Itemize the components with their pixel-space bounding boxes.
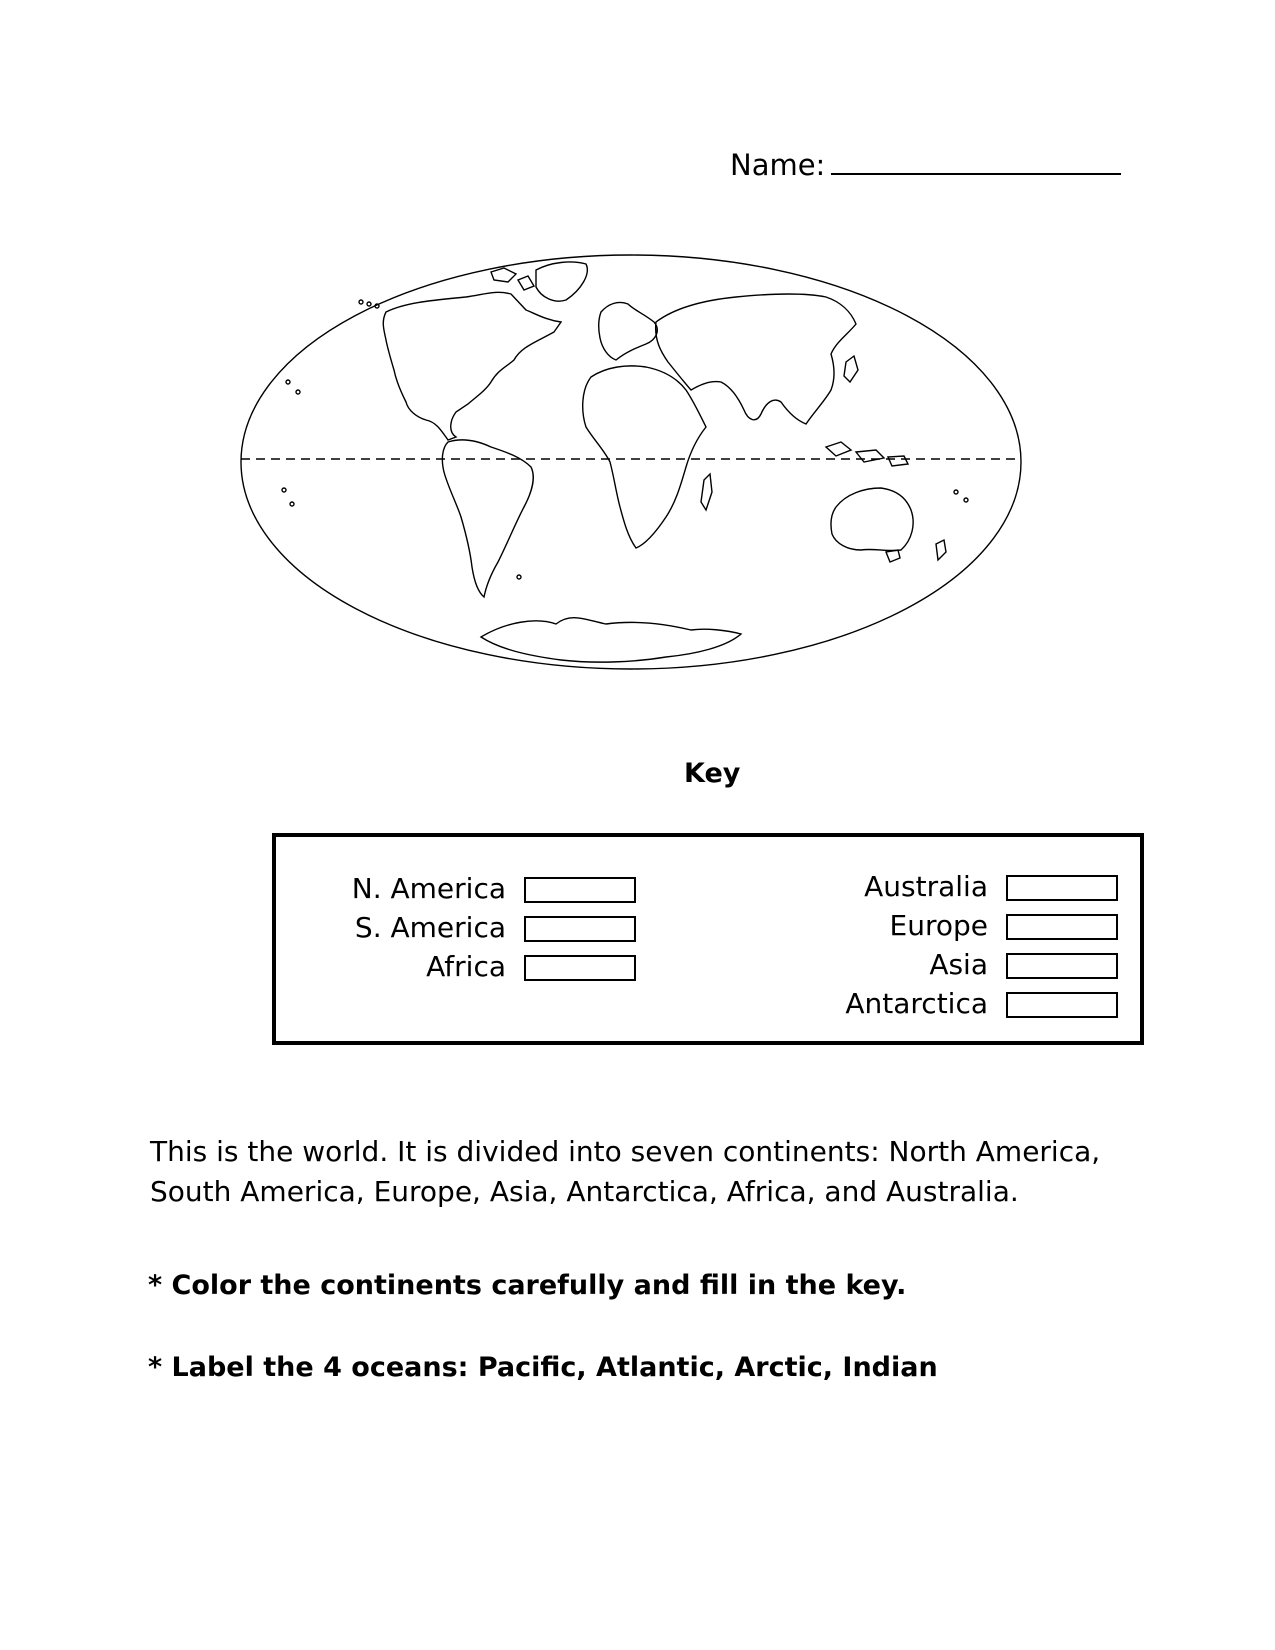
key-box: [272, 833, 1144, 1045]
name-field: [730, 148, 1121, 182]
africa-shape: [583, 366, 706, 548]
globe-outline: [241, 255, 1021, 669]
australia-shape: [831, 488, 913, 551]
instruction-color: * Color the continents carefully and fill in the key.: [148, 1270, 907, 1301]
europe-shape: [599, 302, 658, 360]
south-america-shape: [442, 440, 533, 597]
antarctica-shape: [481, 618, 741, 662]
name-label: Name:: [730, 148, 826, 182]
key-label-africa: Africa: [426, 950, 506, 983]
indonesia-islands-shape: [826, 442, 908, 466]
north-america-shape: [383, 292, 561, 440]
key-row-europe: [276, 910, 1118, 942]
greenland-shape: [536, 262, 587, 301]
instruction-label-oceans: * Label the 4 oceans: Pacific, Atlantic, Arctic, Indian: [148, 1352, 938, 1383]
madagascar-shape: [701, 474, 712, 510]
new-zealand-shape: [886, 540, 946, 562]
key-row-antarctica: [276, 988, 1118, 1020]
world-outline-map: [236, 252, 1026, 682]
key-row-australia: [276, 871, 1118, 903]
key-label-asia: Asia: [929, 948, 988, 981]
key-title: Key: [684, 758, 741, 789]
key-label-south-america: S. America: [354, 911, 506, 944]
asia-shape: [656, 294, 856, 424]
japan-shape: [844, 356, 858, 382]
key-label-europe: Europe: [889, 909, 988, 942]
key-label-north-america: N. America: [351, 872, 506, 905]
key-swatch-europe[interactable]: [1006, 914, 1118, 940]
name-blank-line[interactable]: [831, 149, 1121, 175]
key-swatch-antarctica[interactable]: [1006, 992, 1118, 1018]
key-label-australia: Australia: [864, 870, 988, 903]
key-swatch-asia[interactable]: [1006, 953, 1118, 979]
key-swatch-australia[interactable]: [1006, 875, 1118, 901]
canada-islands-shape: [491, 268, 534, 290]
intro-paragraph: This is the world. It is divided into seven continents: North America, South America, Europe, Asia, Antarctica, Africa, and Australia.: [150, 1135, 1101, 1208]
key-row-asia: [276, 949, 1118, 981]
key-label-antarctica: Antarctica: [845, 987, 988, 1020]
